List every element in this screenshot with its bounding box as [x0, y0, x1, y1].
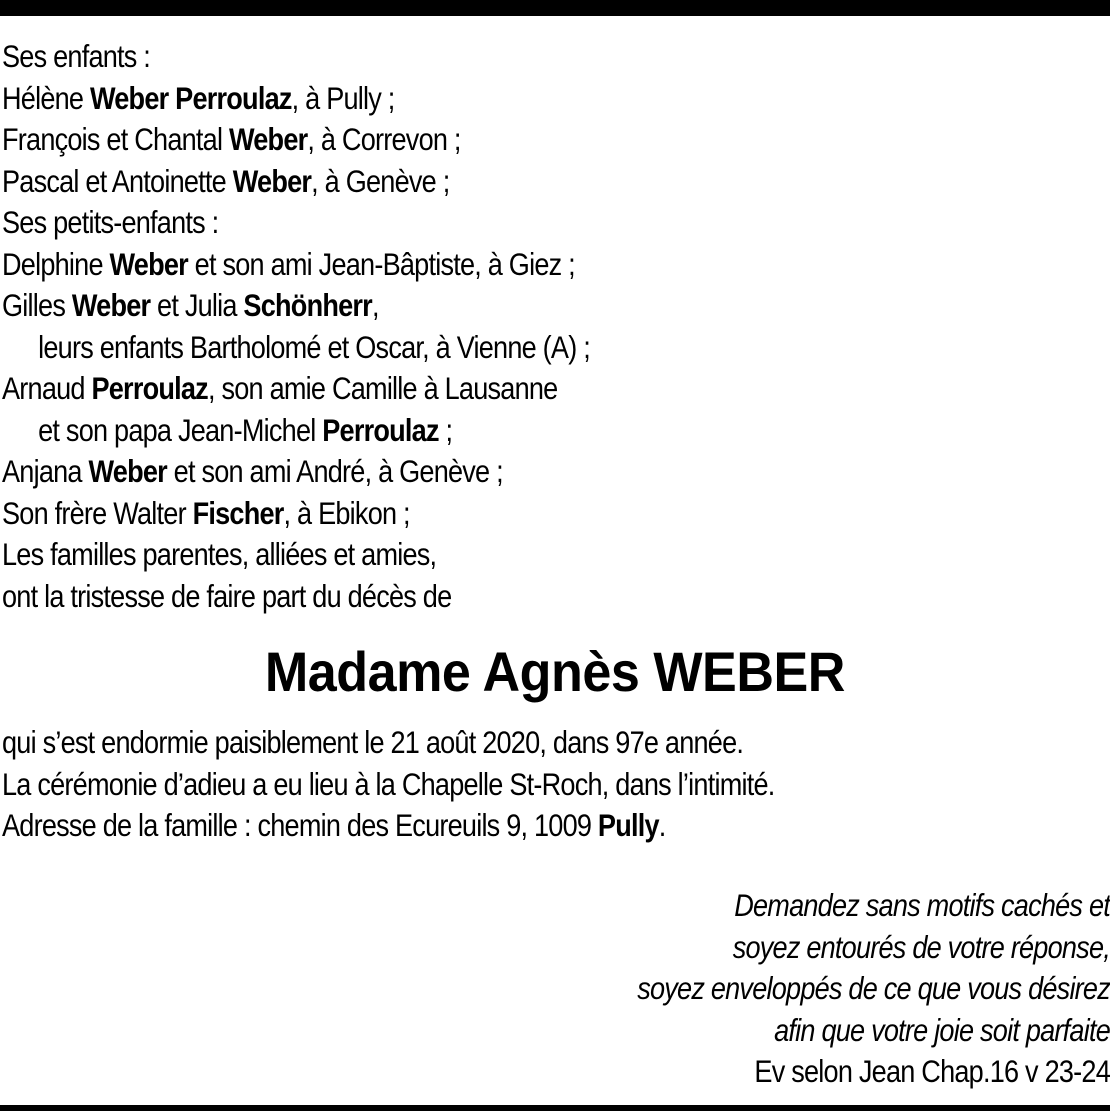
- bold-surname: Perroulaz: [91, 370, 208, 406]
- family-line: [2, 285, 948, 327]
- bold-surname: Perroulaz: [322, 411, 439, 448]
- family-line: [2, 410, 948, 452]
- bold-surname: Weber Perroulaz: [89, 79, 292, 116]
- text-segment: La cérémonie d’adieu a eu lieu à la Chapelle St-Roch, dans l’intimité.: [2, 765, 775, 802]
- family-line: [2, 368, 948, 410]
- bold-surname: Weber: [71, 287, 151, 323]
- text-segment: et son ami Jean-Bâptiste, à Giez ;: [187, 245, 575, 282]
- family-line: [2, 202, 948, 244]
- top-border-rule: [0, 0, 1110, 16]
- bold-surname: Weber: [88, 453, 167, 489]
- text-segment: , à Ebikon ;: [283, 494, 410, 531]
- deceased-name: [0, 637, 1110, 707]
- deceased-name-text: Madame Agnès WEBER: [264, 640, 846, 703]
- text-segment: ;: [438, 411, 453, 448]
- text-segment: Delphine: [2, 245, 110, 282]
- family-line: [2, 576, 948, 618]
- text-segment: Ses enfants :: [2, 38, 151, 74]
- text-segment: leurs enfants Bartholomé et Oscar, à Vienne (A) ;: [38, 328, 590, 365]
- quote-line: soyez enveloppés de ce que vous désirez: [637, 970, 1110, 1006]
- details-line: [2, 805, 1034, 847]
- family-line: [2, 119, 948, 161]
- bottom-border-rule: [0, 1105, 1110, 1111]
- quote-line: afin que votre joie soit parfaite: [774, 1011, 1110, 1048]
- text-segment: Anjana: [2, 453, 89, 489]
- family-line: [2, 244, 948, 286]
- bold-surname: Pully: [597, 807, 659, 843]
- family-line: [2, 161, 948, 203]
- text-segment: Hélène: [2, 79, 90, 116]
- text-segment: Pascal et Antoinette: [2, 162, 233, 199]
- text-segment: ont la tristesse de faire part du décès de: [2, 577, 452, 614]
- family-line: [2, 78, 948, 120]
- text-segment: François et Chantal: [2, 121, 229, 157]
- quote-reference: Ev selon Jean Chap.16 v 23-24: [754, 1053, 1110, 1089]
- bold-surname: Schönherr: [243, 287, 372, 323]
- text-segment: .: [658, 807, 666, 843]
- scripture-quote: [78, 885, 1110, 1093]
- family-line: [2, 36, 948, 78]
- text-segment: Son frère Walter: [2, 494, 193, 531]
- text-segment: et son papa Jean-Michel: [38, 411, 323, 448]
- ceremony-details: [2, 722, 1034, 847]
- text-segment: , à Correvon ;: [307, 121, 461, 157]
- details-line: [2, 722, 1034, 764]
- text-segment: et son ami André, à Genève ;: [166, 453, 503, 489]
- bold-surname: Weber: [109, 245, 188, 282]
- details-line: [2, 764, 1034, 806]
- text-segment: , à Pully ;: [291, 79, 395, 116]
- text-segment: Ses petits-enfants :: [2, 204, 219, 240]
- family-line: [2, 534, 948, 576]
- bold-surname: Weber: [232, 162, 312, 199]
- quote-line: soyez entourés de votre réponse,: [732, 928, 1110, 965]
- family-line: [2, 327, 948, 369]
- text-segment: qui s’est endormie paisiblement le 21 août 2020, dans 97e année.: [2, 724, 744, 760]
- text-segment: , à Genève ;: [311, 162, 450, 199]
- text-segment: Adresse de la famille : chemin des Ecureuils 9, 1009: [2, 807, 598, 843]
- bold-surname: Weber: [228, 121, 308, 157]
- text-segment: ,: [371, 287, 379, 323]
- bold-surname: Fischer: [192, 494, 284, 531]
- family-line: [2, 451, 948, 493]
- family-line: [2, 493, 948, 535]
- text-segment: Arnaud: [2, 370, 92, 406]
- quote-line: Demandez sans motifs cachés et: [734, 887, 1110, 923]
- text-segment: et Julia: [150, 287, 244, 323]
- family-announcement: [2, 36, 948, 617]
- text-segment: Les familles parentes, alliées et amies,: [2, 536, 437, 572]
- text-segment: , son amie Camille à Lausanne: [207, 370, 558, 406]
- text-segment: Gilles: [2, 287, 72, 323]
